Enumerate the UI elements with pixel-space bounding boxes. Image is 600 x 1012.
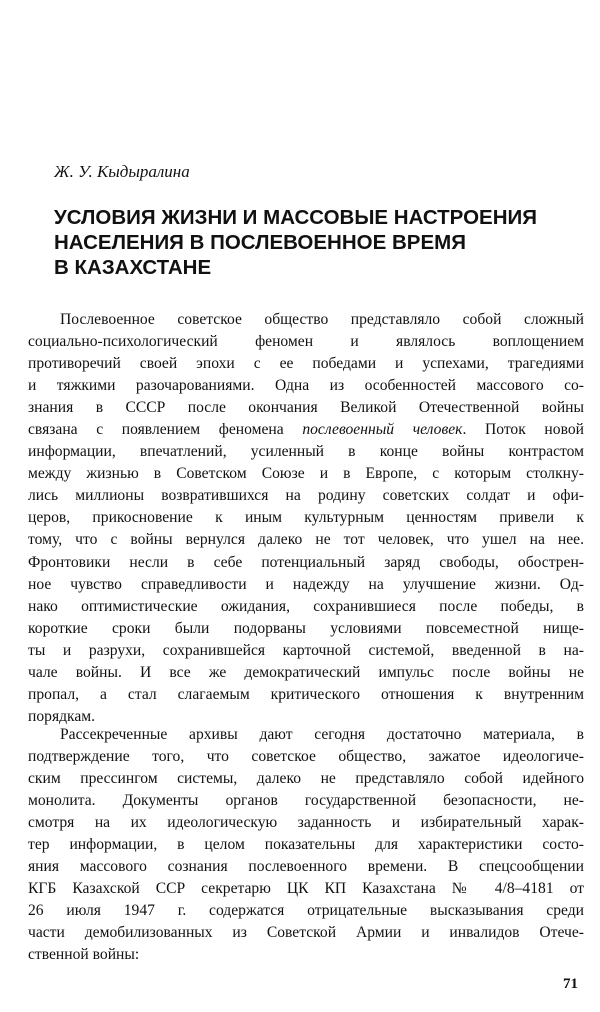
text-line: знания в СССР после окончания Великой Отечественной войны <box>28 399 584 417</box>
text-segment: связана с появлением феномена <box>28 421 303 439</box>
text-line: чале войны. И все же демократический импульс после войны не <box>28 663 584 681</box>
text-line: монолита. Документы органов государственной безопасности, не- <box>28 792 584 810</box>
text-line: яния массового сознания послевоенного времени. В спецсообщении <box>28 858 584 876</box>
text-line: ты и разрухи, сохранившейся карточной системой, введенной в на- <box>28 641 584 659</box>
text-line: нако оптимистические ожидания, сохранившиеся после победы, в <box>28 597 584 615</box>
text-line: информации, впечатлений, усиленный в конце войны контрастом <box>28 443 584 461</box>
article-title <box>54 205 574 280</box>
text-line: Рассекреченные архивы дают сегодня достаточно материала, в <box>60 726 584 743</box>
text-segment: . Поток новой <box>462 421 584 439</box>
text-line: подтверждение того, что советское общество, зажатое идеологиче- <box>28 748 584 766</box>
text-line: ное чувство справедливости и надежду на улучшение жизни. Од- <box>28 575 584 593</box>
text-line: и тяжкими разочарованиями. Одна из особенностей массового со- <box>28 377 584 395</box>
text-line: порядкам. <box>28 707 96 725</box>
text-line: 26 июля 1947 г. содержатся отрицательные высказывания среди <box>28 902 584 920</box>
text-line: между жизнью в Советском Союзе и в Европе, с которым столкну- <box>28 465 584 483</box>
text-line <box>28 419 584 441</box>
page-number: 71 <box>563 976 578 992</box>
text-line: ственной войны: <box>28 946 140 964</box>
text-line: тому, что с войны вернулся далеко не тот человек, что ушел на нее. <box>28 531 584 549</box>
title-line: НАСЕЛЕНИЯ В ПОСЛЕВОЕННОЕ ВРЕМЯ <box>54 231 466 254</box>
title-line: УСЛОВИЯ ЖИЗНИ И МАССОВЫЕ НАСТРОЕНИЯ <box>54 206 537 229</box>
paragraph-1 <box>28 309 584 728</box>
text-line: КГБ Казахской ССР секретарю ЦК КП Казахстана № 4/8–4181 от <box>28 880 584 898</box>
text-line: короткие сроки были подорваны условиями повсеместной нище- <box>28 619 584 637</box>
text-line: Фронтовики несли в себе потенциальный заряд свободы, обострен- <box>28 553 584 571</box>
text-line: части демобилизованных из Советской Армии и инвалидов Отече- <box>28 924 584 942</box>
emphasis-term: послевоенный человек <box>302 421 463 439</box>
text-line: тер информации, в целом показательны для характеристики состо- <box>28 836 584 854</box>
text-line: Послевоенное советское общество представляло собой сложный <box>60 311 584 328</box>
text-line: смотря на их идеологическую заданность и избирательный харак- <box>28 814 584 832</box>
title-line: В КАЗАХСТАНЕ <box>54 256 212 279</box>
text-line: пропал, а стал слагаемым критического отношения к внутренним <box>28 685 584 703</box>
paragraph-2 <box>28 724 584 967</box>
text-line: лись миллионы возвратившихся на родину советских солдат и офи- <box>28 487 584 505</box>
text-line: церов, прикосновение к иным культурным ценностям привели к <box>28 509 584 527</box>
text-line: противоречий своей эпохи с ее победами и успехами, трагедиями <box>28 355 584 373</box>
text-line: ским прессингом системы, далеко не представляло собой идейного <box>28 770 584 788</box>
text-line: социально-психологический феномен и являлось воплощением <box>28 333 584 351</box>
author-name: Ж. У. Кыдыралина <box>54 162 190 181</box>
